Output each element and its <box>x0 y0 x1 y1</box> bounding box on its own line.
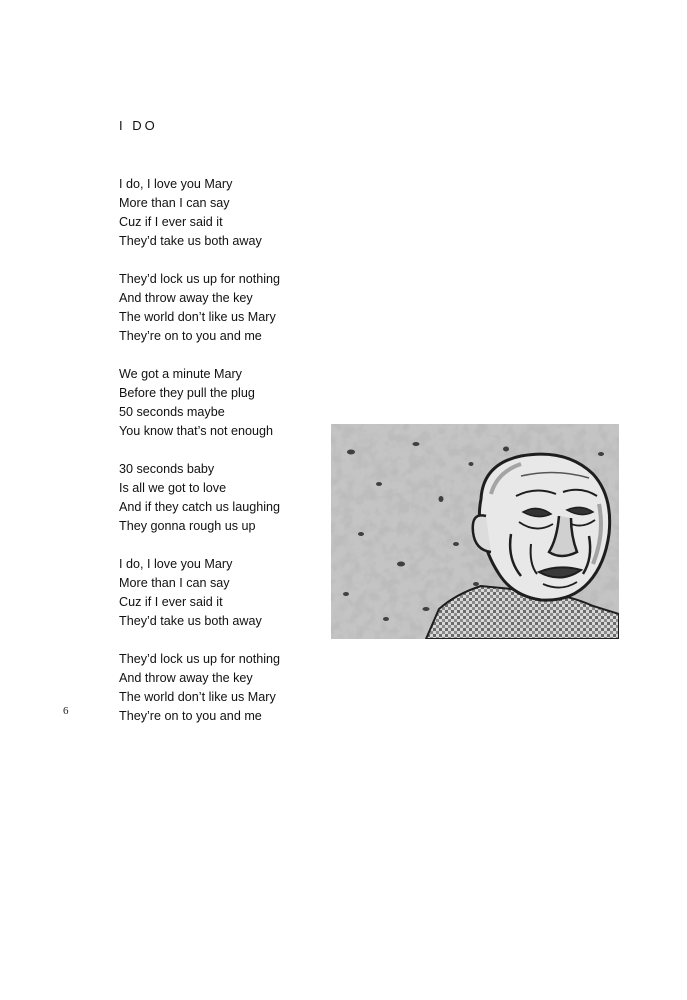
poem-line: More than I can say <box>119 576 230 590</box>
poem-line: Cuz if I ever said it <box>119 215 223 229</box>
poem-line: And if they catch us laughing <box>119 500 281 514</box>
poem-line: More than I can say <box>119 196 230 210</box>
stanza <box>119 175 319 251</box>
stanza <box>119 460 319 536</box>
poem-line: 50 seconds maybe <box>119 405 225 419</box>
poem-line: They’d take us both away <box>119 614 262 628</box>
poem-line: And throw away the key <box>119 291 253 305</box>
poem-line: They’d take us both away <box>119 234 262 248</box>
poem-line: 30 seconds baby <box>119 462 215 476</box>
poem-line: They’re on to you and me <box>119 709 262 723</box>
poem-line: I do, I love you Mary <box>119 177 233 191</box>
poem-line: And throw away the key <box>119 671 253 685</box>
stanza <box>119 365 319 441</box>
poem-line: The world don’t like us Mary <box>119 690 276 704</box>
poem-line: The world don’t like us Mary <box>119 310 276 324</box>
poem-line: I do, I love you Mary <box>119 557 233 571</box>
stanza <box>119 555 319 631</box>
poem-line: You know that’s not enough <box>119 424 274 438</box>
poem-line: They’d lock us up for nothing <box>119 652 281 666</box>
poem-line: Before they pull the plug <box>119 386 255 400</box>
poem-line: Cuz if I ever said it <box>119 595 223 609</box>
page-number: 6 <box>63 705 69 717</box>
poem-line: They’re on to you and me <box>119 329 262 343</box>
poem-title: I DO <box>119 118 158 133</box>
poem-line: Is all we got to love <box>119 481 227 495</box>
poem-line: They’d lock us up for nothing <box>119 272 281 286</box>
poem-line: They gonna rough us up <box>119 519 256 533</box>
portrait-illustration <box>331 424 619 639</box>
portrait-drawing <box>331 424 619 639</box>
poem-line: We got a minute Mary <box>119 367 242 381</box>
stanza <box>119 270 319 346</box>
stanza <box>119 650 319 726</box>
poem-body <box>119 175 319 745</box>
